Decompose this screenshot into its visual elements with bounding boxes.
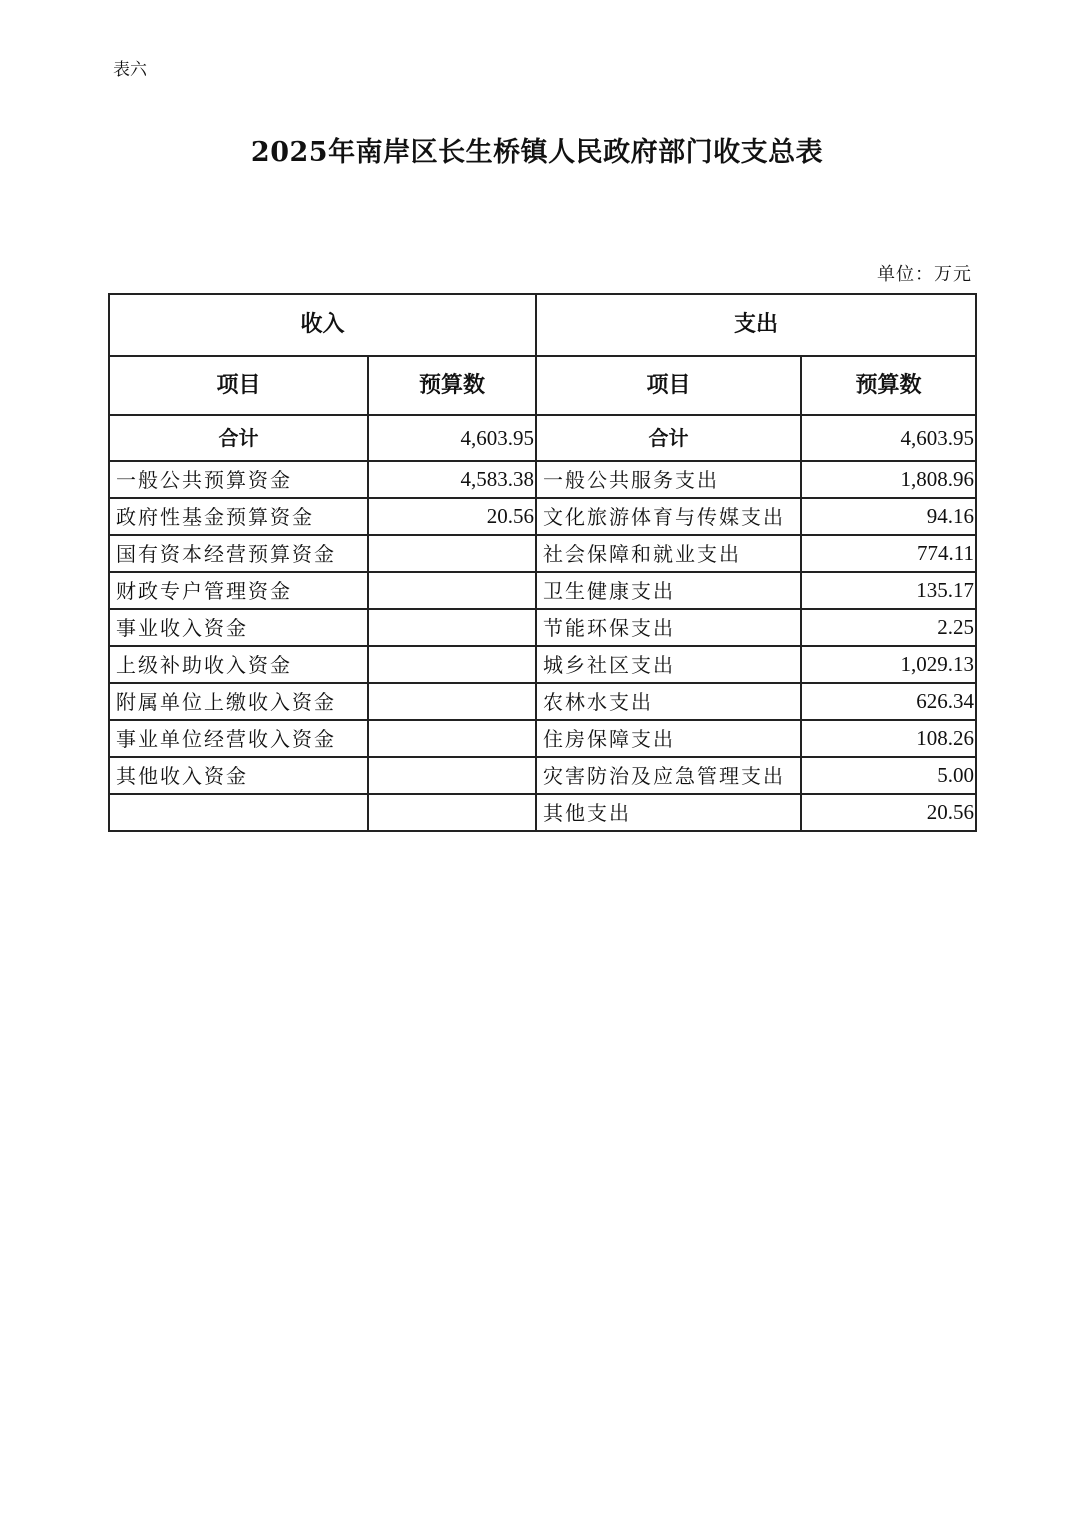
income-value (368, 757, 536, 794)
expense-item: 农林水支出 (536, 683, 801, 720)
total-row (109, 415, 976, 461)
income-item: 附属单位上缴收入资金 (109, 683, 368, 720)
expense-item: 文化旅游体育与传媒支出 (536, 498, 801, 535)
budget-table (108, 293, 977, 832)
expense-total-label: 合计 (536, 415, 801, 461)
expense-item-header: 项目 (536, 356, 801, 415)
budget-table-body (109, 294, 976, 831)
expense-item: 住房保障支出 (536, 720, 801, 757)
income-value (368, 646, 536, 683)
table-row (109, 572, 976, 609)
expense-total-value: 4,603.95 (801, 415, 976, 461)
income-value (368, 794, 536, 831)
expense-item: 其他支出 (536, 794, 801, 831)
income-header: 收入 (109, 294, 536, 356)
expense-value: 2.25 (801, 609, 976, 646)
table-row (109, 535, 976, 572)
expense-value: 5.00 (801, 757, 976, 794)
income-value (368, 609, 536, 646)
expense-budget-header: 预算数 (801, 356, 976, 415)
income-value (368, 683, 536, 720)
income-item: 财政专户管理资金 (109, 572, 368, 609)
expense-value: 135.17 (801, 572, 976, 609)
expense-value: 1,808.96 (801, 461, 976, 498)
table-number-label: 表六 (113, 60, 147, 80)
income-item: 一般公共预算资金 (109, 461, 368, 498)
table-row (109, 757, 976, 794)
income-item: 政府性基金预算资金 (109, 498, 368, 535)
income-item: 国有资本经营预算资金 (109, 535, 368, 572)
table-row (109, 461, 976, 498)
income-value: 4,583.38 (368, 461, 536, 498)
income-item: 事业收入资金 (109, 609, 368, 646)
income-value (368, 720, 536, 757)
income-value (368, 535, 536, 572)
income-item-header: 项目 (109, 356, 368, 415)
income-budget-header: 预算数 (368, 356, 536, 415)
table-row (109, 498, 976, 535)
expense-value: 774.11 (801, 535, 976, 572)
unit-label: 单位：万元 (877, 264, 972, 285)
income-total-label: 合计 (109, 415, 368, 461)
expense-value: 94.16 (801, 498, 976, 535)
table-row (109, 646, 976, 683)
expense-item: 卫生健康支出 (536, 572, 801, 609)
expense-item: 一般公共服务支出 (536, 461, 801, 498)
table-row (109, 720, 976, 757)
table-row (109, 683, 976, 720)
expense-value: 20.56 (801, 794, 976, 831)
header-row-sub (109, 356, 976, 415)
income-total-value: 4,603.95 (368, 415, 536, 461)
income-item (109, 794, 368, 831)
page-title: 2025年南岸区长生桥镇人民政府部门收支总表 (250, 137, 824, 168)
header-row-main (109, 294, 976, 356)
table-row (109, 794, 976, 831)
income-value (368, 572, 536, 609)
expense-value: 1,029.13 (801, 646, 976, 683)
expense-item: 城乡社区支出 (536, 646, 801, 683)
income-item: 事业单位经营收入资金 (109, 720, 368, 757)
expense-item: 社会保障和就业支出 (536, 535, 801, 572)
expense-value: 626.34 (801, 683, 976, 720)
income-item: 上级补助收入资金 (109, 646, 368, 683)
income-value: 20.56 (368, 498, 536, 535)
table-row (109, 609, 976, 646)
expense-item: 灾害防治及应急管理支出 (536, 757, 801, 794)
income-item: 其他收入资金 (109, 757, 368, 794)
expense-header: 支出 (536, 294, 976, 356)
expense-item: 节能环保支出 (536, 609, 801, 646)
expense-value: 108.26 (801, 720, 976, 757)
